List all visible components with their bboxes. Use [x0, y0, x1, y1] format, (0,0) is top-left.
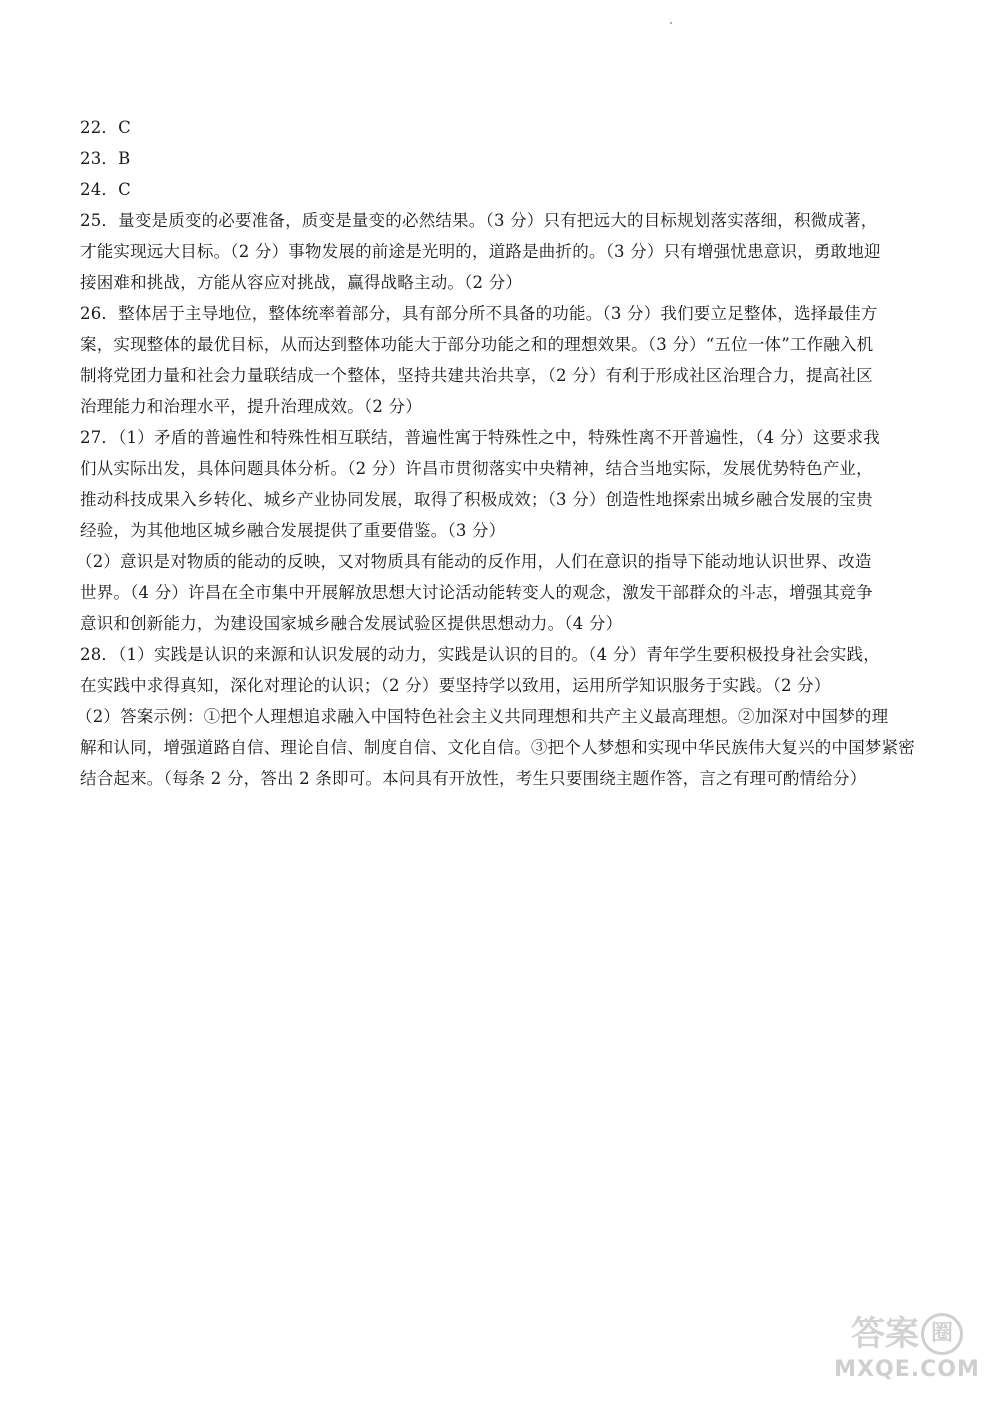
scan-speck: [670, 22, 672, 24]
answer-line: 推动科技成果入乡转化、城乡产业协同发展，取得了积极成效；（3 分）创造性地探索出城乡融合发展的宝贵: [80, 490, 873, 509]
answer-line: 25．量变是质变的必要准备，质变是量变的必然结果。（3 分）只有把远大的目标规划落实落细，积微成著，: [80, 211, 878, 230]
answer-line: 们从实际出发，具体问题具体分析。（2 分）许昌市贯彻落实中央精神，结合当地实际，发展优势特色产业，: [80, 459, 873, 478]
answer-key: [76, 112, 920, 794]
answer-line: 解和认同，增强道路自信、理论自信、制度自信、文化自信。③把个人梦想和实现中华民族伟大复兴的中国梦紧密: [80, 738, 915, 757]
answer-line: 23．B: [80, 149, 131, 168]
answer-line: 经验，为其他地区城乡融合发展提供了重要借鉴。（3 分）: [80, 521, 506, 540]
answer-line: 接困难和挑战，方能从容应对挑战，赢得战略主动。（2 分）: [80, 273, 523, 292]
answer-line: 28．（1）实践是认识的来源和认识发展的动力，实践是认识的目的。（4 分）青年学生要积极投身社会实践，: [80, 645, 880, 664]
answer-line: 制将党团力量和社会力量联结成一个整体，坚持共建共治共享，（2 分）有利于形成社区治理合力，提高社区: [80, 366, 873, 385]
answer-line: 案，实现整体的最优目标，从而达到整体功能大于部分功能之和的理想效果。（3 分）“五位一体”工作融入机: [80, 335, 874, 354]
watermark-brand: 答案: [851, 1314, 919, 1354]
answer-line: 27．（1）矛盾的普遍性和特殊性相互联结，普遍性寓于特殊性之中，特殊性离不开普遍性，（4 分）这要求我: [80, 428, 880, 447]
answer-line: 结合起来。（每条 2 分，答出 2 条即可。本问具有开放性，考生只要围绕主题作答，言之有理可酌情给分）: [80, 769, 867, 788]
watermark-logo: [832, 1312, 982, 1392]
answer-line: 26．整体居于主导地位，整体统率着部分，具有部分所不具备的功能。（3 分）我们要立足整体，选择最佳方: [80, 304, 878, 323]
watermark-url: MXQE.COM: [834, 1357, 980, 1382]
answer-line: 治理能力和治理水平，提升治理成效。（2 分）: [80, 397, 422, 416]
answer-line: 才能实现远大目标。（2 分）事物发展的前途是光明的，道路是曲折的。（3 分）只有增强忧患意识，勇敢地迎: [80, 242, 881, 261]
answer-line: 在实践中求得真知，深化对理论的认识；（2 分）要坚持学以致用，运用所学知识服务于实践。（2 分）: [80, 676, 831, 695]
answer-line: （2）意识是对物质的能动的反映，又对物质具有能动的反作用，人们在意识的指导下能动地认识世界、改造: [76, 552, 872, 571]
answer-line: （2）答案示例：①把个人理想追求融入中国特色社会主义共同理想和共产主义最高理想。②加深对中国梦的理: [76, 707, 889, 726]
answer-line: 22．C: [80, 118, 131, 137]
answer-line: 世界。（4 分）许昌在全市集中开展解放思想大讨论活动能转变人的观念，激发干部群众的斗志，增强其竞争: [80, 583, 873, 602]
answer-line: 意识和创新能力，为建设国家城乡融合发展试验区提供思想动力。（4 分）: [80, 614, 623, 633]
answer-line: 24．C: [80, 180, 131, 199]
watermark-seal-icon: 圈: [921, 1313, 963, 1355]
